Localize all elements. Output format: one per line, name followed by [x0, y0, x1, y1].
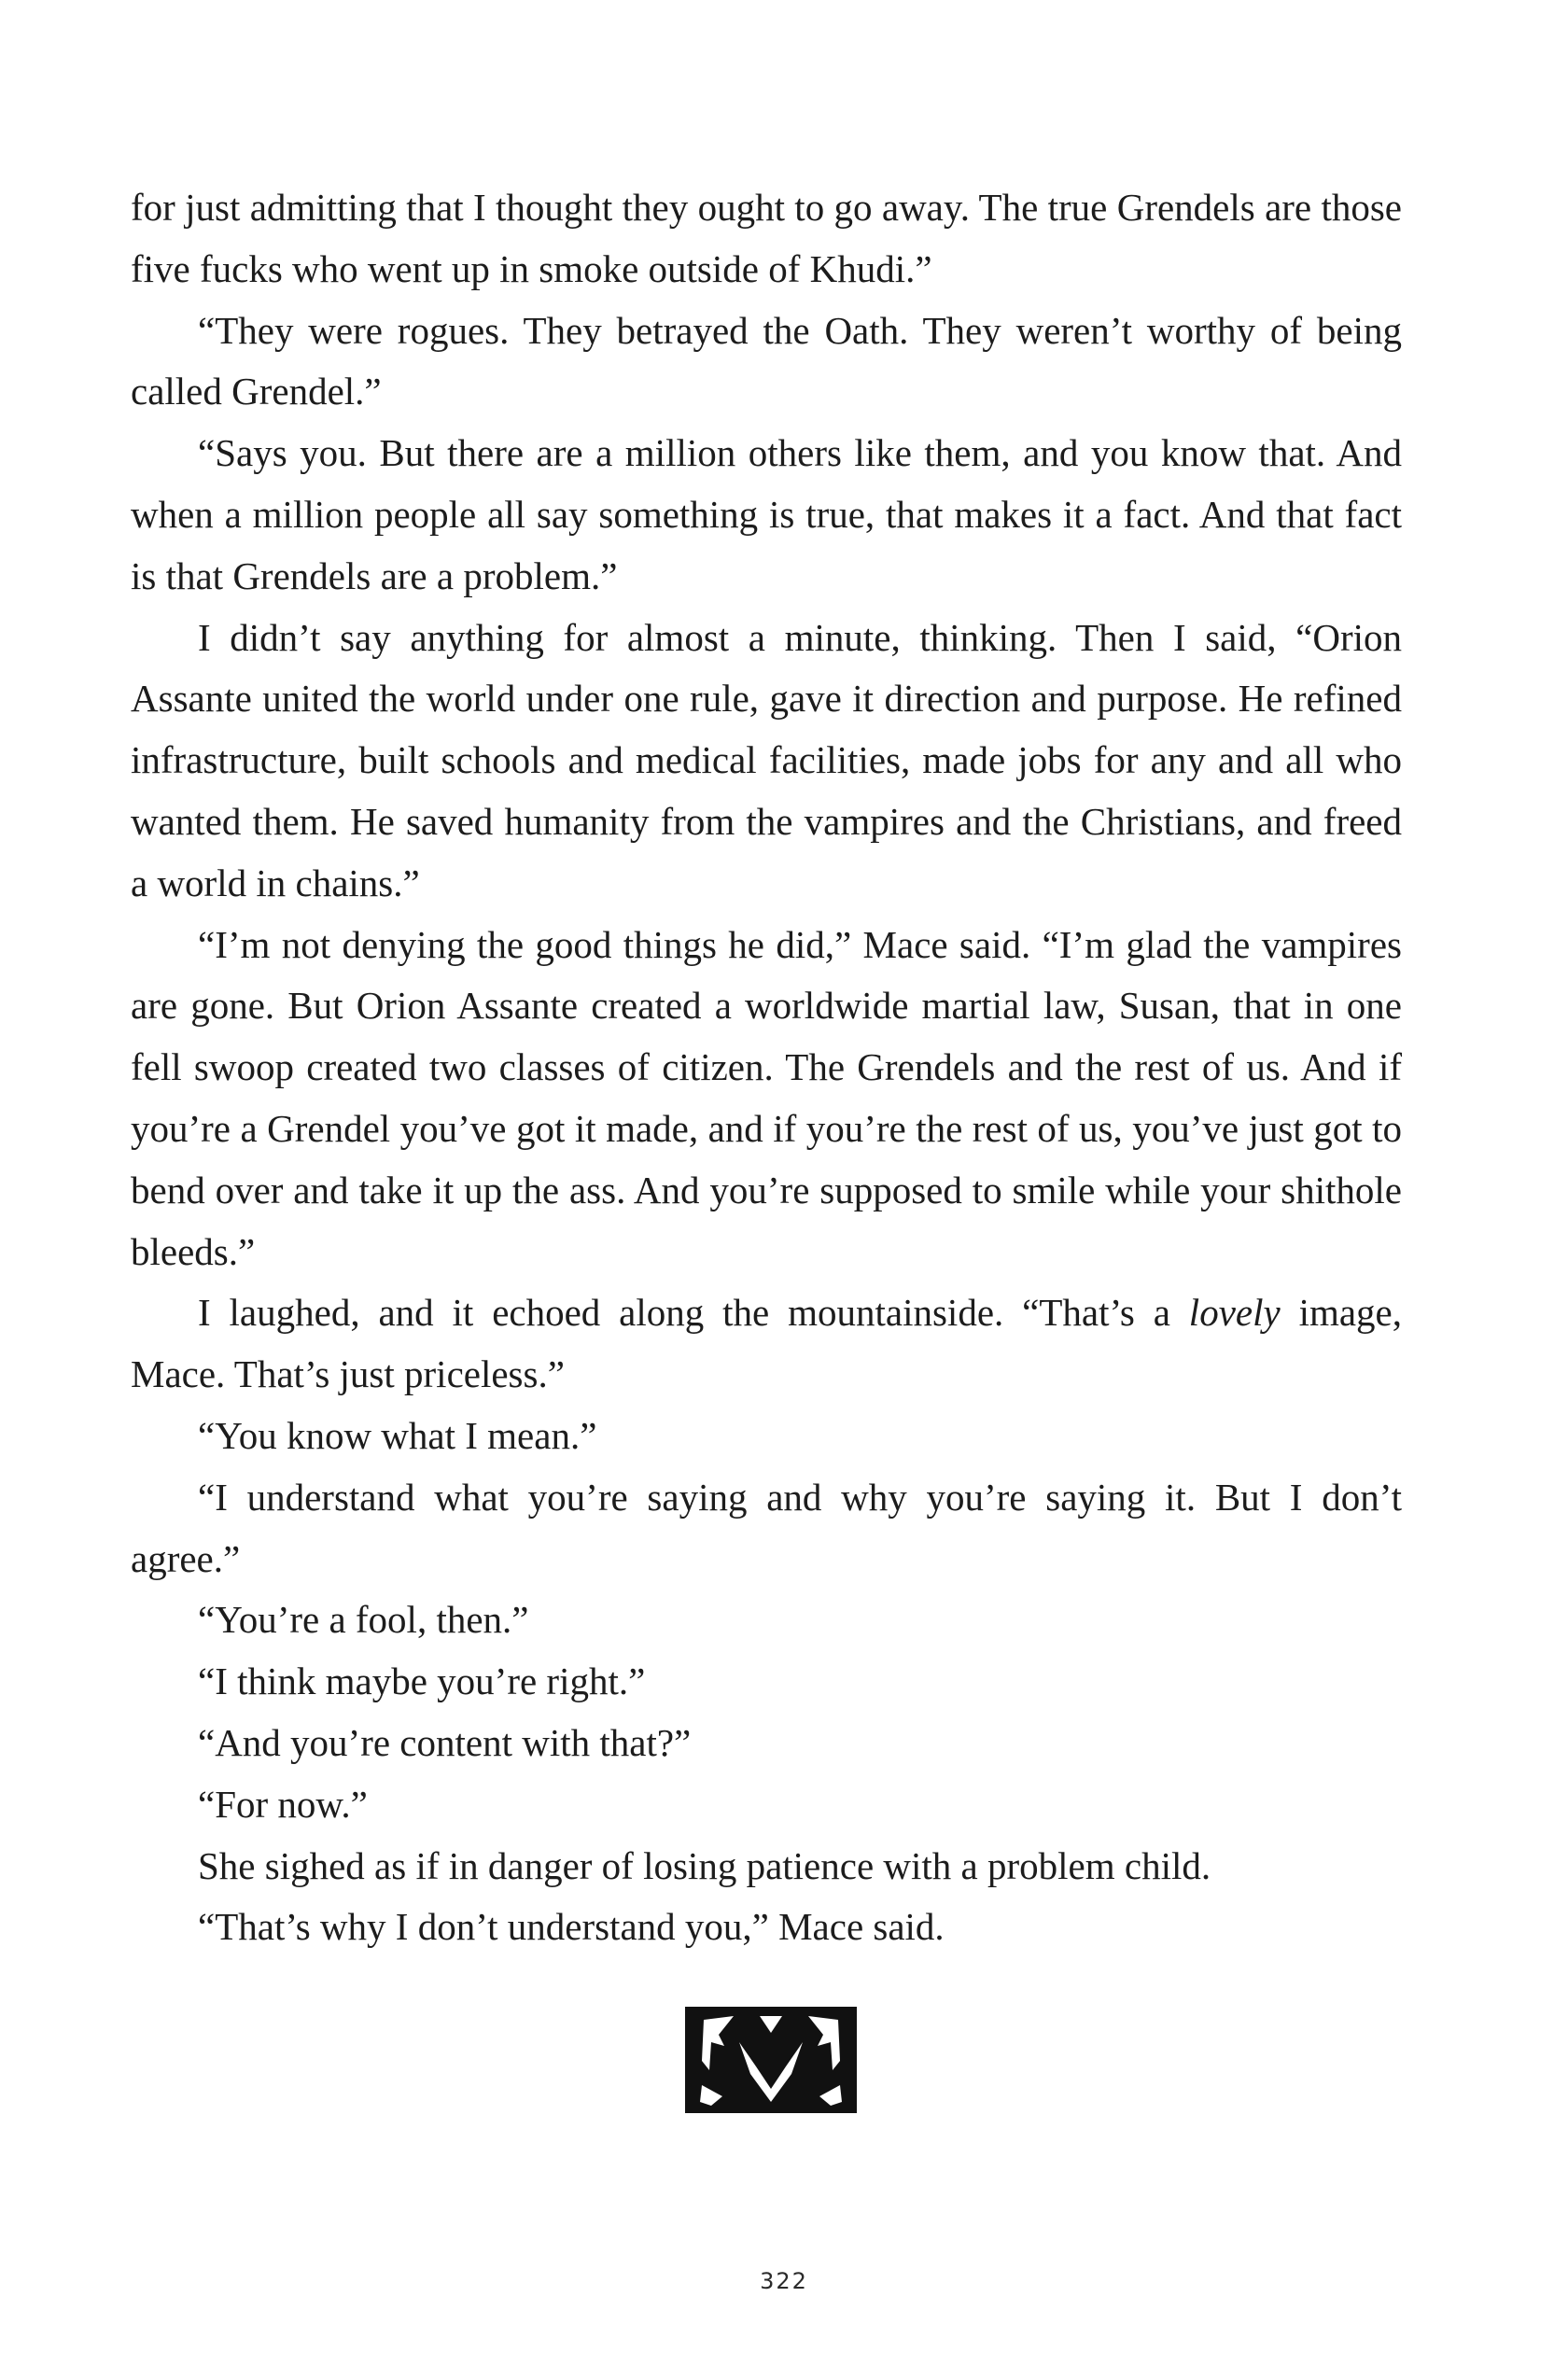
paragraph-2: “They were rogues. They betrayed the Oath. They weren’t worthy of being called Grendel.”: [131, 308, 1402, 413]
paragraph-8: “I understand what you’re saying and why you’re saying it. But I don’t agree.”: [131, 1475, 1402, 1580]
paragraph-6: [131, 1282, 1402, 1406]
paragraph-14: “That’s why I don’t understand you,” Mace said.: [198, 1905, 945, 1949]
page-number: 322: [760, 2268, 808, 2294]
paragraph-4: I didn’t say anything for almost a minute, thinking. Then I said, “Orion Assante united the world under one rule, gave it direction and purpose. He refined infrastructure, built schools and medical facilities, made jobs for any and all who wanted them. He saved humanity from the vampires and the Christians, and freed a world in chains.”: [131, 615, 1402, 904]
paragraph-12: “For now.”: [198, 1782, 368, 1826]
paragraph-6-before: I laughed, and it echoed along the mountainside. “That’s a: [198, 1291, 1189, 1335]
paragraph-11: “And you’re content with that?”: [198, 1720, 692, 1764]
paragraph-9: “You’re a fool, then.”: [198, 1598, 529, 1642]
paragraph-13: She sighed as if in danger of losing patience with a problem child.: [198, 1843, 1211, 1887]
paragraph-6-after: image, Mace. That’s just priceless.”: [131, 1291, 1402, 1396]
paragraph-6-emphasis: lovely: [1188, 1291, 1281, 1335]
paragraph-5: “I’m not denying the good things he did,” Mace said. “I’m glad the vampires are gone. But Orion Assante created a worldwide martial law, Susan, that in one fell swoop created two classes of citizen. The Grendels and the rest of us. And if you’re a Grendel you’ve got it made, and if you’re the rest of us, you’ve just got to bend over and take it up the ass. And you’re supposed to smile while your shithole bleeds.”: [131, 922, 1402, 1273]
body-text: [131, 177, 1402, 1958]
paragraph-1: for just admitting that I thought they ought to go away. The true Grendels are those five fucks who went up in smoke outside of Khudi.”: [131, 186, 1402, 290]
paragraph-7: “You know what I mean.”: [198, 1413, 597, 1457]
paragraph-10: “I think maybe you’re right.”: [198, 1660, 646, 1703]
grendel-emblem-icon: [683, 2005, 859, 2115]
paragraph-3: “Says you. But there are a million others like them, and you know that. And when a million people all say something is true, that makes it a fact. And that fact is that Grendels are a problem.”: [131, 431, 1402, 597]
